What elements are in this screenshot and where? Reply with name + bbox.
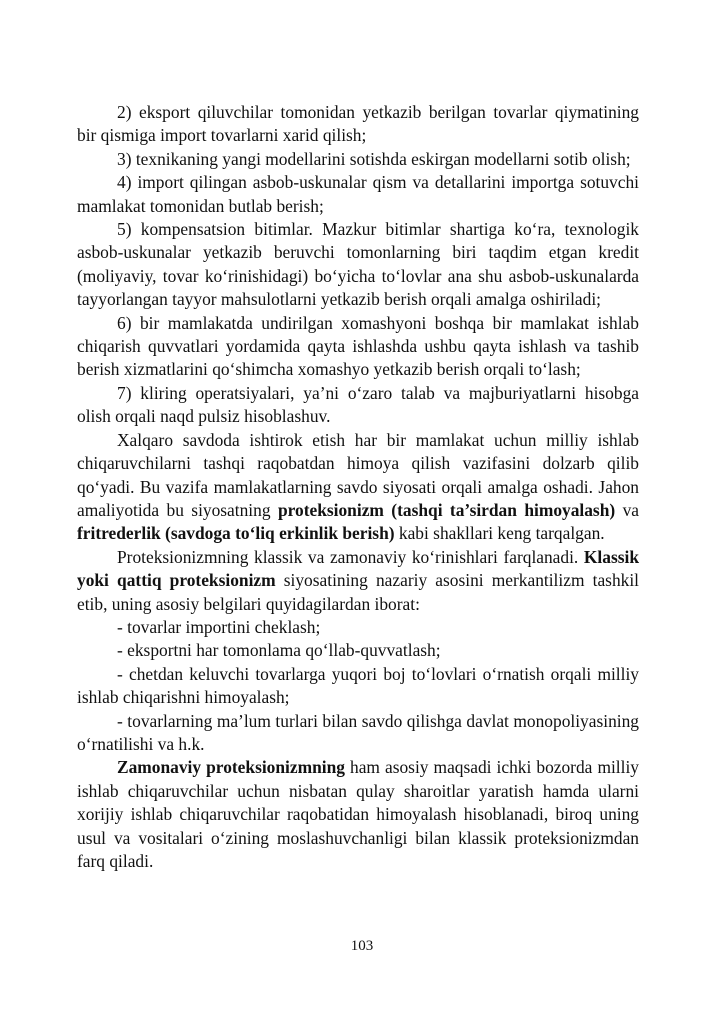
term-classic-protectionism: Klassik yoki qattiq proteksionizm xyxy=(77,546,639,591)
term-free-trade: fritrederlik (savdoga to‘liq erkinlik berish) xyxy=(77,523,395,544)
list-item: - eksportni har tomonlama qo‘llab-quvvatlash; xyxy=(117,640,441,661)
list-item: - tovarlar importini cheklash; xyxy=(117,616,321,637)
list-item: - tovarlarning ma’lum turlari bilan savdo qilishga davlat monopoliyasining o‘rnatilishi va h.k. xyxy=(77,710,639,754)
term-protectionism: proteksionizm (tashqi ta’sirdan himoyalash) xyxy=(277,499,616,520)
paragraph-classic-protectionism xyxy=(77,546,639,616)
text-segment: Proteksionizmning klassik va zamonaviy ko‘rinishlari farqlanadi. xyxy=(117,546,584,567)
list-item: - chetdan keluvchi tovarlarga yuqori boj to‘lovlari o‘rnatish orqali milliy ishlab chiqarishni himoyalash; xyxy=(77,663,639,708)
paragraph-clearing: 7) kliring operatsiyalari, ya’ni o‘zaro talab va majburiyatlarni hisobga olish orqali naqd pulsiz hisoblashuv. xyxy=(77,382,639,427)
page-body xyxy=(77,101,639,873)
paragraph-modern-protectionism xyxy=(77,756,639,873)
paragraph-trade-policy xyxy=(77,429,639,546)
paragraph-compensation-deals: 5) kompensatsion bitimlar. Mazkur bitimlar shartiga ko‘ra, texnologik asbob-uskunalar yetkazib beruvchi tomonlarning biri taqdim etgan kredit (moliyaviy, tovar ko‘rinishidagi) bo‘yicha to‘lovlar ana shu asbob-uskunalarda tayyorlangan tayyor mahsulotlarni yetkazib berish orqali amalga oshiriladi; xyxy=(77,219,639,310)
paragraph-equipment-parts: 4) import qilingan asbob-uskunalar qism va detallarini importga sotuvchi mamlakat tomonidan butlab berish; xyxy=(77,172,639,216)
paragraph-new-models: 3) texnikaning yangi modellarini sotishda eskirgan modellarni sotib olish; xyxy=(117,148,631,169)
paragraph-export-goods: 2) eksport qiluvchilar tomonidan yetkazib berilgan tovarlar qiymatining bir qismiga import tovarlarni xarid qilish; xyxy=(77,102,639,146)
term-modern-protectionism: Zamonaviy proteksionizmning xyxy=(117,757,345,778)
page-number: 103 xyxy=(350,938,374,954)
text-segment: va xyxy=(615,499,639,520)
text-segment: ham asosiy maqsadi ichki bozorda milliy ishlab chiqaruvchilar uchun nisbatan qulay sharoitlar yaratish hamda ularni xorijiy ishlab chiqaruvchilar raqobatidan himoyalash hisoblanadi, biroq uning usul va vositalari o‘zining moslashuvchanligi bilan klassik proteksionizmdan farq qiladi. xyxy=(77,757,639,871)
text-segment: siyosatining nazariy asosini merkantilizm tashkil etib, uning asosiy belgilari quyidagilardan iborat: xyxy=(77,570,639,614)
paragraph-raw-materials: 6) bir mamlakatda undirilgan xomashyoni boshqa bir mamlakat ishlab chiqarish quvvatlari yordamida qayta ishlashda ushbu qayta ishlash va tashib berish xizmatlarini qo‘shimcha xomashyo yetkazib berish orqali to‘lash; xyxy=(77,312,639,380)
text-segment: Xalqaro savdoda ishtirok etish har bir mamlakat uchun milliy ishlab chiqaruvchilarni tashqi raqobatdan himoya qilish vazifasini dolzarb qilib qo‘yadi. Bu vazifa mamlakatlarning savdo siyosati orqali amalga oshadi. Jahon amaliyotida bu siyosatning xyxy=(77,429,639,520)
text-segment: kabi shakllari keng tarqalgan. xyxy=(394,523,605,544)
